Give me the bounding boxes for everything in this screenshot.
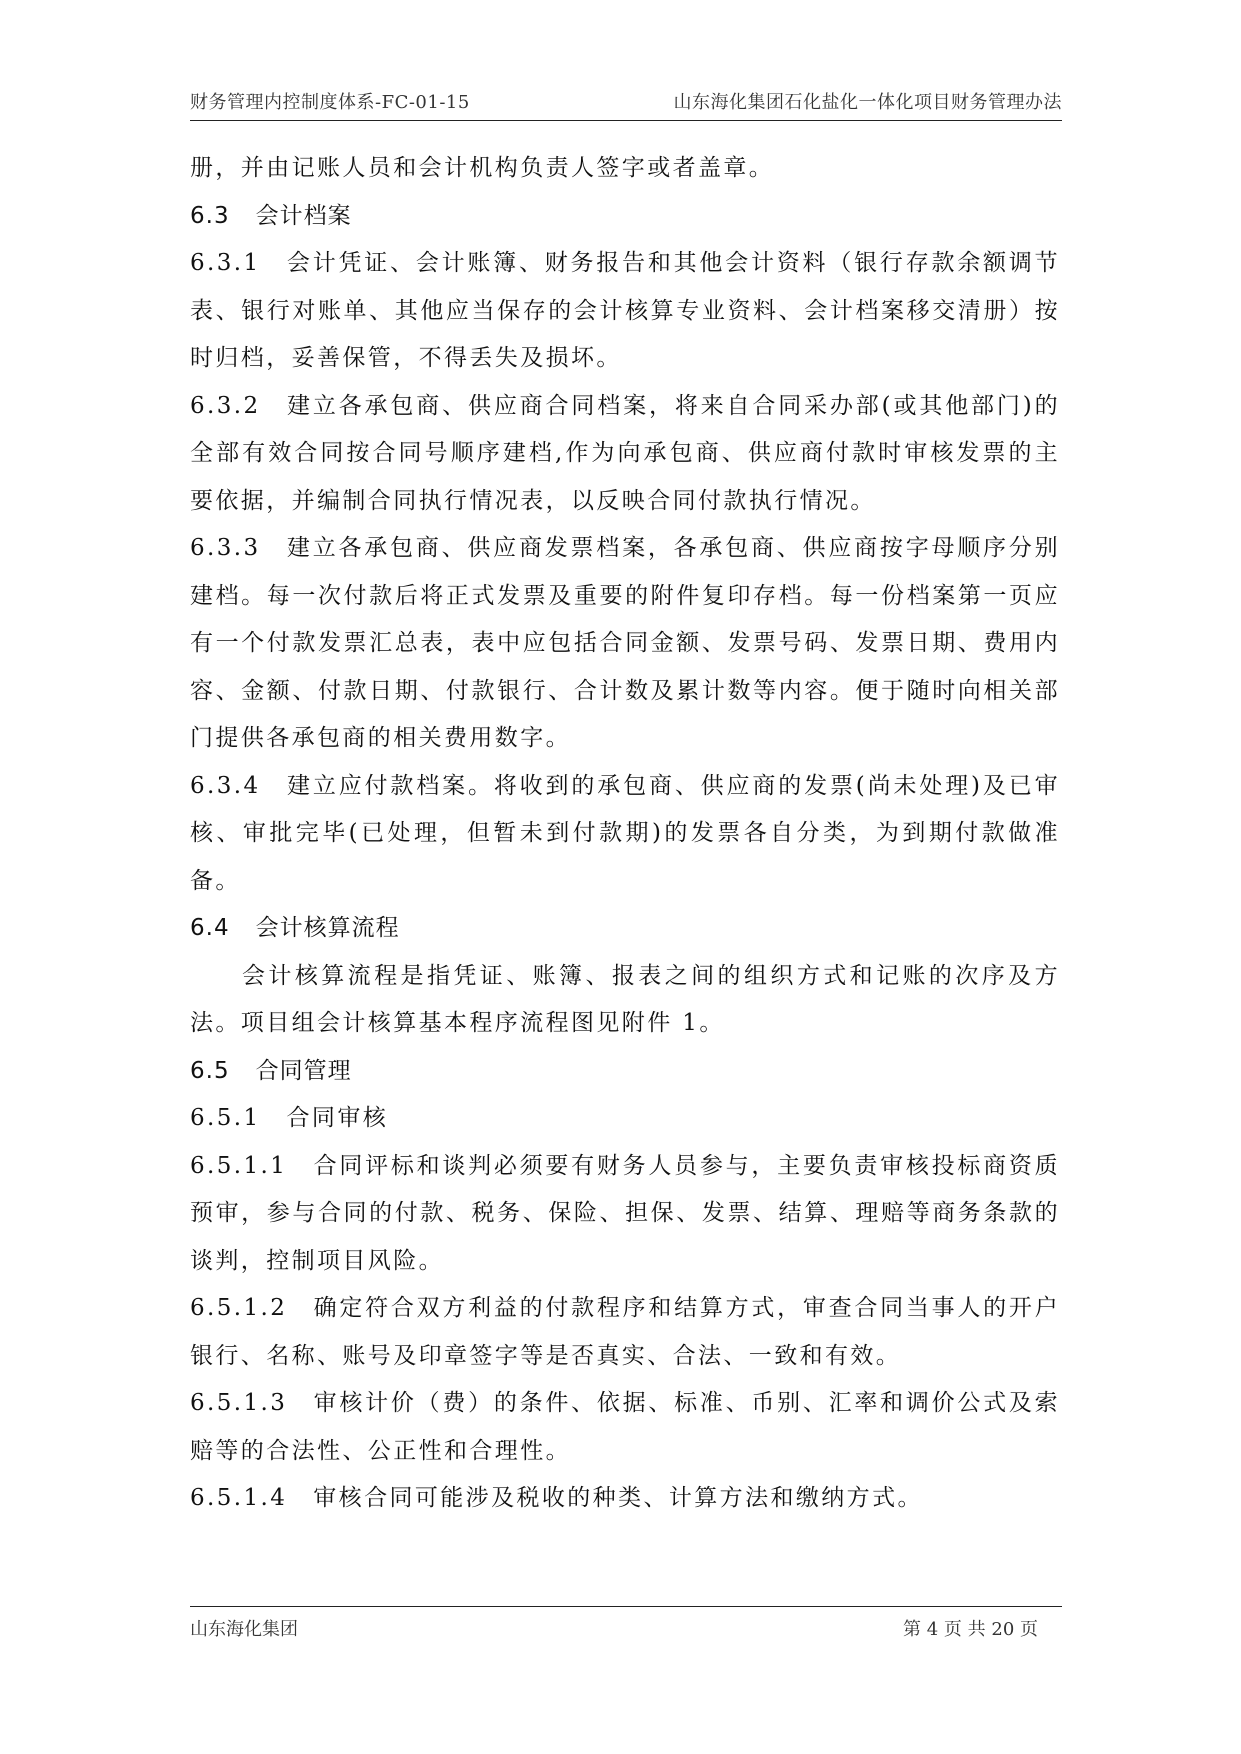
clause-text: 合同评标和谈判必须要有财务人员参与，主要负责审核投标商资质预审，参与合同的付款、税务、保险、担保、发票、结算、理赔等商务条款的谈判，控制项目风险。 [190, 1152, 1060, 1274]
document-body [190, 145, 1060, 1523]
paragraph-text: 册，并由记账人员和会计机构负责人签字或者盖章。 [190, 155, 775, 181]
footer-page-number: 第 4 页 共 20 页 [903, 1619, 1038, 1640]
clause-6-3-1 [190, 240, 1060, 383]
clause-text: 审核计价（费）的条件、依据、标准、币别、汇率和调价公式及索赔等的合法性、公正性和合理性。 [190, 1390, 1060, 1464]
clause-text: 审核合同可能涉及税收的种类、计算方法和缴纳方式。 [313, 1485, 923, 1511]
clause-6-3-4 [190, 763, 1060, 906]
paragraph-6-4 [190, 953, 1060, 1048]
clause-number: 6.3.2 [190, 392, 261, 419]
subsection-heading-6-5-1 [190, 1095, 1060, 1143]
section-number: 6.5 [190, 1057, 230, 1084]
section-number: 6.4 [190, 915, 230, 941]
clause-text: 建立各承包商、供应商发票档案，各承包商、供应商按字母顺序分别建档。每一次付款后将正式发票及重要的附件复印存档。每一份档案第一页应有一个付款发票汇总表，表中应包括合同金额、发票号码、发票日期、费用内容、金额、付款日期、付款银行、合计数及累计数等内容。便于随时向相关部门提供各承包商的相关费用数字。 [190, 535, 1060, 751]
section-number: 6.3 [190, 202, 230, 229]
section-heading-6-4 [190, 905, 1060, 953]
header-doc-code: 财务管理内控制度体系-FC-01-15 [190, 92, 470, 113]
subsection-number: 6.5.1 [190, 1105, 261, 1131]
clause-number: 6.5.1.1 [190, 1152, 288, 1179]
section-title: 会计核算流程 [255, 915, 400, 941]
paragraph-continuation [190, 145, 1060, 193]
clause-6-3-3 [190, 525, 1060, 763]
clause-text: 建立各承包商、供应商合同档案，将来自合同采办部(或其他部门)的全部有效合同按合同号顺序建档,作为向承包商、供应商付款时审核发票的主要依据，并编制合同执行情况表，以反映合同付款执行情况。 [190, 392, 1060, 514]
clause-number: 6.5.1.4 [190, 1485, 288, 1511]
clause-6-5-1-3 [190, 1380, 1060, 1475]
clause-number: 6.3.3 [190, 535, 261, 561]
footer-company: 山东海化集团 [190, 1619, 298, 1640]
clause-number: 6.5.1.2 [190, 1295, 288, 1321]
paragraph-text: 会计核算流程是指凭证、账簿、报表之间的组织方式和记账的次序及方法。项目组会计核算基本程序流程图见附件 1。 [190, 962, 1060, 1036]
section-heading-6-3 [190, 193, 1060, 241]
section-heading-6-5 [190, 1048, 1060, 1096]
clause-number: 6.5.1.3 [190, 1390, 288, 1416]
clause-text: 会计凭证、会计账簿、财务报告和其他会计资料（银行存款余额调节表、银行对账单、其他应当保存的会计核算专业资料、会计档案移交清册）按时归档，妥善保管，不得丢失及损坏。 [190, 250, 1060, 371]
clause-6-5-1-2 [190, 1285, 1060, 1380]
clause-6-5-1-4 [190, 1475, 1060, 1523]
header-doc-title: 山东海化集团石化盐化一体化项目财务管理办法 [673, 92, 1062, 113]
clause-6-3-2 [190, 383, 1060, 526]
page-header [190, 86, 1062, 121]
subsection-title: 合同审核 [286, 1105, 389, 1131]
clause-text: 确定符合双方利益的付款程序和结算方式，审查合同当事人的开户银行、名称、账号及印章签字等是否真实、合法、一致和有效。 [190, 1295, 1060, 1369]
clause-number: 6.3.4 [190, 772, 261, 799]
section-title: 会计档案 [255, 202, 352, 229]
page-footer [190, 1606, 1062, 1640]
clause-number: 6.3.1 [190, 250, 261, 276]
section-title: 合同管理 [255, 1057, 352, 1084]
clause-6-5-1-1 [190, 1143, 1060, 1286]
clause-text: 建立应付款档案。将收到的承包商、供应商的发票(尚未处理)及已审核、审批完毕(已处理，但暂未到付款期)的发票各自分类，为到期付款做准备。 [190, 772, 1060, 894]
